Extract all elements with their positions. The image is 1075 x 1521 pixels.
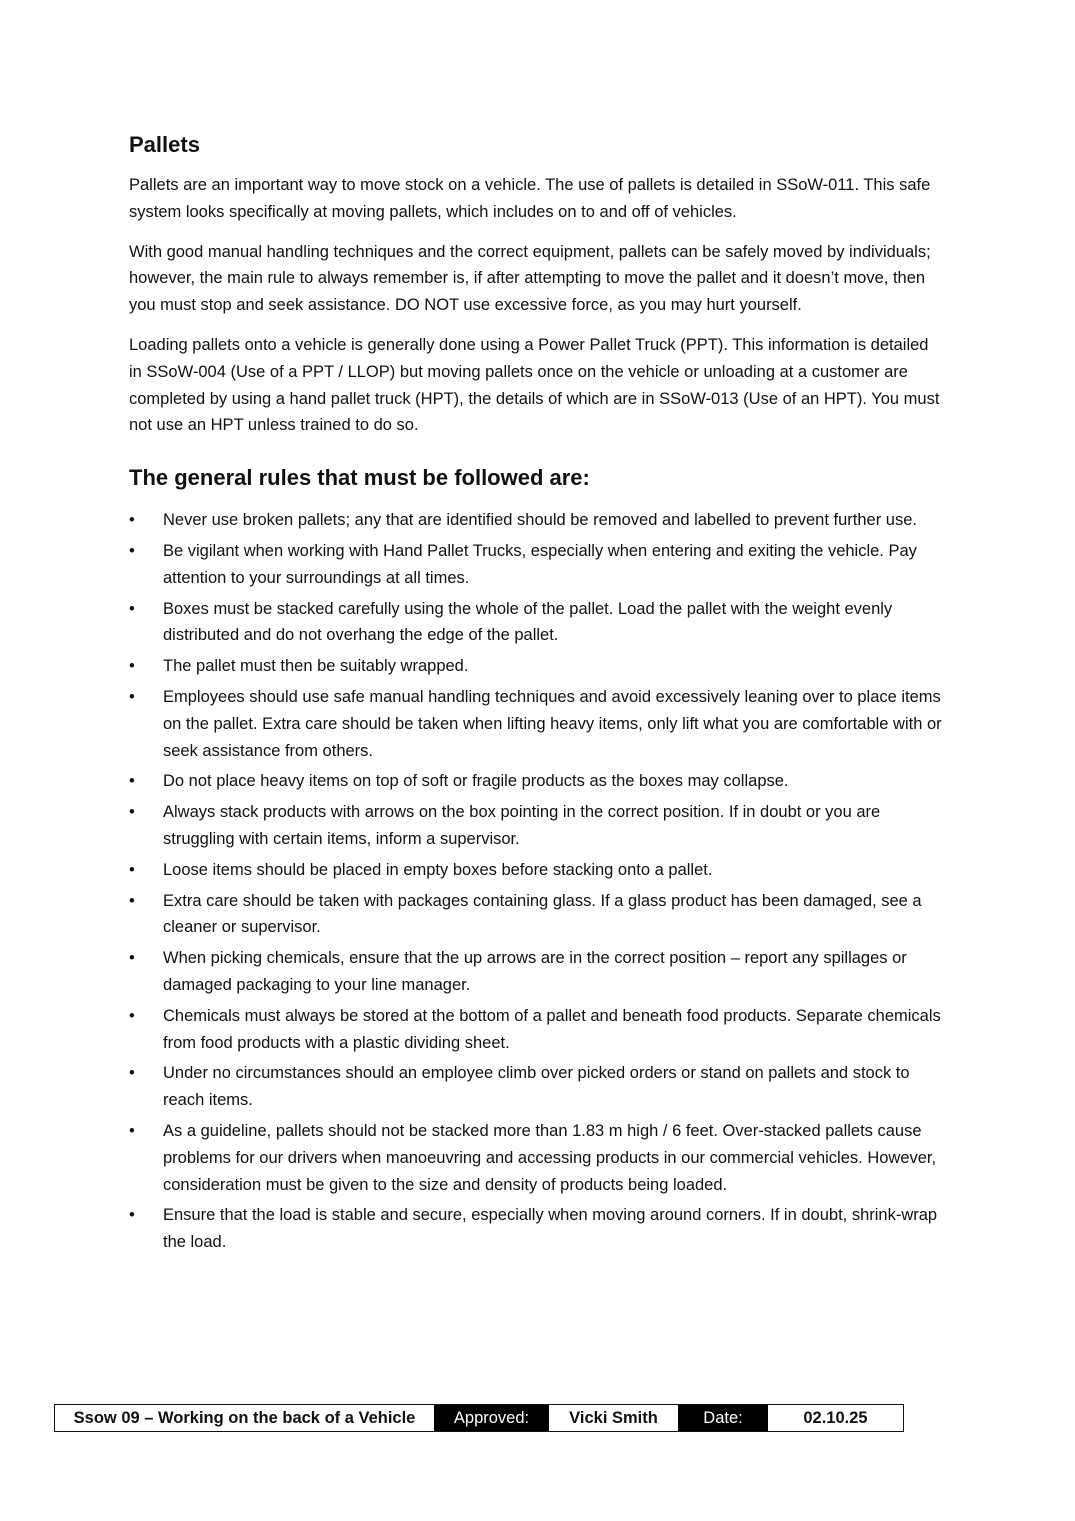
footer-approver-name: Vicki Smith <box>569 1408 658 1427</box>
bullet-icon: • <box>129 1121 135 1140</box>
bullet-icon: • <box>129 949 135 968</box>
footer-document-title: Ssow 09 – Working on the back of a Vehicle <box>73 1408 416 1427</box>
bullet-icon: • <box>129 541 135 560</box>
list-item <box>129 1118 944 1198</box>
bullet-icon: • <box>129 687 135 706</box>
list-item <box>129 538 944 592</box>
list-item-text: Extra care should be taken with packages containing glass. If a glass product has been damaged, see a cleaner or supervisor. <box>163 891 922 937</box>
list-item-text: Under no circumstances should an employee climb over picked orders or stand on pallets and stock to reach items. <box>163 1064 910 1110</box>
list-item-text: Loose items should be placed in empty boxes before stacking onto a pallet. <box>163 860 713 879</box>
footer-date-value: 02.10.25 <box>803 1408 868 1427</box>
paragraph: Pallets are an important way to move stock on a vehicle. The use of pallets is detailed in SSoW-011. This safe system looks specifically at moving pallets, which includes on to and off of vehicles. <box>129 176 931 221</box>
list-item-text: Ensure that the load is stable and secure, especially when moving around corners. If in doubt, shrink-wrap the load. <box>163 1206 938 1252</box>
rules-list <box>129 507 944 1256</box>
list-item-text: Do not place heavy items on top of soft or fragile products as the boxes may collapse. <box>163 772 789 791</box>
bullet-icon: • <box>129 1064 135 1083</box>
list-item-text: Always stack products with arrows on the box pointing in the correct position. If in doubt or you are struggling with certain items, inform a supervisor. <box>163 803 881 848</box>
bullet-icon: • <box>129 599 135 618</box>
list-item <box>129 684 944 764</box>
list-item <box>129 653 944 680</box>
list-item-text: Never use broken pallets; any that are identified should be removed and labelled to prevent further use. <box>163 511 917 530</box>
list-item-text: Boxes must be stacked carefully using the whole of the pallet. Load the pallet with the weight evenly distributed and do not overhang the edge of the pallet. <box>163 599 893 645</box>
bullet-icon: • <box>129 860 135 879</box>
paragraph: With good manual handling techniques and the correct equipment, pallets can be safely moved by individuals; however, the main rule to always remember is, if after attempting to move the pallet and it doesn’t move, then you must stop and seek assistance. DO NOT use excessive force, as you may hurt yourself. <box>129 242 931 315</box>
footer-approved-label: Approved: <box>434 1405 549 1431</box>
list-item-text: Chemicals must always be stored at the bottom of a pallet and beneath food products. Separate chemicals from food products with a plastic dividing sheet. <box>163 1006 941 1052</box>
list-item-text: When picking chemicals, ensure that the up arrows are in the correct position – report any spillages or damaged packaging to your line manager. <box>163 949 907 994</box>
bullet-icon: • <box>129 511 135 530</box>
bullet-icon: • <box>129 657 135 676</box>
paragraph: Loading pallets onto a vehicle is generally done using a Power Pallet Truck (PPT). This information is detailed in SSoW-004 (Use of a PPT / LLOP) but moving pallets once on the vehicle or unloading at a customer are completed by using a hand pallet truck (HPT), the details of which are in SSoW-013 (Use of an HPT). You must not use an HPT unless trained to do so. <box>129 335 940 435</box>
document-footer <box>54 1404 904 1432</box>
list-item <box>129 945 944 999</box>
document-body <box>129 130 944 1260</box>
section-heading-pallets: Pallets <box>129 132 200 157</box>
list-item-text: As a guideline, pallets should not be stacked more than 1.83 m high / 6 feet. Over-stacked pallets cause problems for our drivers when manoeuvring and accessing products in our commercial vehicles. However, consideration must be given to the size and density of products being loaded. <box>163 1121 937 1194</box>
bullet-icon: • <box>129 803 135 822</box>
section-heading-general-rules: The general rules that must be followed are: <box>129 465 590 491</box>
bullet-icon: • <box>129 1206 135 1225</box>
bullet-icon: • <box>129 891 135 910</box>
list-item <box>129 768 944 795</box>
list-item-text: Employees should use safe manual handling techniques and avoid excessively leaning over to place items on the pallet. Extra care should be taken when lifting heavy items, only lift what you are comfortable with or seek assistance from others. <box>163 687 942 760</box>
list-item-text: The pallet must then be suitably wrapped. <box>163 657 469 676</box>
list-item <box>129 507 944 534</box>
bullet-icon: • <box>129 1006 135 1025</box>
list-item <box>129 799 944 853</box>
list-item <box>129 1202 944 1256</box>
list-item-text: Be vigilant when working with Hand Pallet Trucks, especially when entering and exiting the vehicle. Pay attention to your surroundings at all times. <box>163 541 917 587</box>
list-item <box>129 888 944 942</box>
list-item <box>129 1060 944 1114</box>
bullet-icon: • <box>129 772 135 791</box>
list-item <box>129 1003 944 1057</box>
footer-date-label: Date: <box>678 1405 768 1431</box>
list-item <box>129 857 944 884</box>
list-item <box>129 596 944 650</box>
